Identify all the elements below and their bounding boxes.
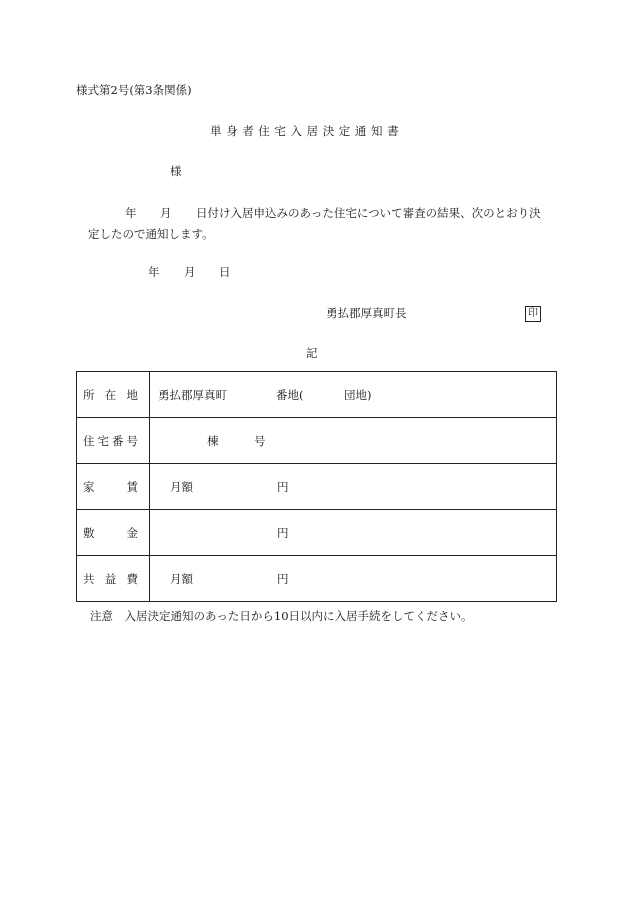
table-row-location (77, 372, 557, 418)
label-char: 在 (104, 387, 117, 402)
label-char: 所 (83, 387, 95, 402)
addressee-suffix: 様 (170, 164, 182, 178)
location-town: 勇払郡厚真町 (158, 387, 227, 402)
location-danchi: 団地) (344, 387, 372, 402)
label-char: 益 (104, 571, 117, 586)
label-char: 住 (83, 433, 95, 448)
label-char: 賃 (126, 479, 138, 494)
body-text-line2: 定したので通知します。 (88, 227, 214, 241)
note-text: 注意 入居決定通知のあった日から10日以内に入居手続をしてください。 (90, 609, 473, 623)
common-fee-yen: 円 (277, 571, 289, 586)
common-fee-monthly: 月額 (170, 571, 193, 586)
body-text-line1: 日付け入居申込みのあった住宅について審査の結果、次のとおり決 (196, 206, 541, 220)
label-char: 家 (83, 479, 95, 494)
table-row-rent (77, 464, 557, 510)
housing-number-unit: 号 (254, 433, 266, 448)
rent-label (77, 464, 150, 510)
rent-value (150, 464, 557, 510)
rent-monthly: 月額 (170, 479, 193, 494)
common-fee-label (77, 556, 150, 602)
table-row-common-fee (77, 556, 557, 602)
label-char: 宅 (97, 433, 109, 448)
issuer-name: 勇払郡厚真町長 (326, 306, 407, 320)
date-month: 月 (184, 265, 196, 279)
label-char: 共 (83, 571, 95, 586)
seal-mark: 印 (525, 306, 541, 322)
table-row-housing-number (77, 418, 557, 464)
label-char: 番 (112, 433, 124, 448)
ki-heading: 記 (306, 346, 318, 360)
label-char: 号 (126, 433, 138, 448)
rent-yen: 円 (277, 479, 289, 494)
housing-building-unit: 棟 (207, 433, 219, 448)
body-month-unit: 月 (160, 206, 172, 220)
label-char: 金 (126, 525, 138, 540)
body-year-unit: 年 (125, 206, 137, 220)
label-char: 敷 (83, 525, 95, 540)
deposit-value (150, 510, 557, 556)
table-row-deposit (77, 510, 557, 556)
deposit-yen: 円 (277, 525, 289, 540)
document-title: 単身者住宅入居決定通知書 (210, 124, 404, 138)
housing-number-label (77, 418, 150, 464)
housing-number-value (150, 418, 557, 464)
label-char: 費 (126, 571, 138, 586)
deposit-label (77, 510, 150, 556)
form-label: 様式第2号(第3条関係) (76, 83, 192, 97)
label-char: 地 (126, 387, 138, 402)
location-value (150, 372, 557, 418)
common-fee-value (150, 556, 557, 602)
details-table (76, 371, 557, 602)
date-year: 年 (148, 265, 160, 279)
date-day: 日 (219, 265, 231, 279)
location-label (77, 372, 150, 418)
location-banchi: 番地( (276, 387, 304, 402)
